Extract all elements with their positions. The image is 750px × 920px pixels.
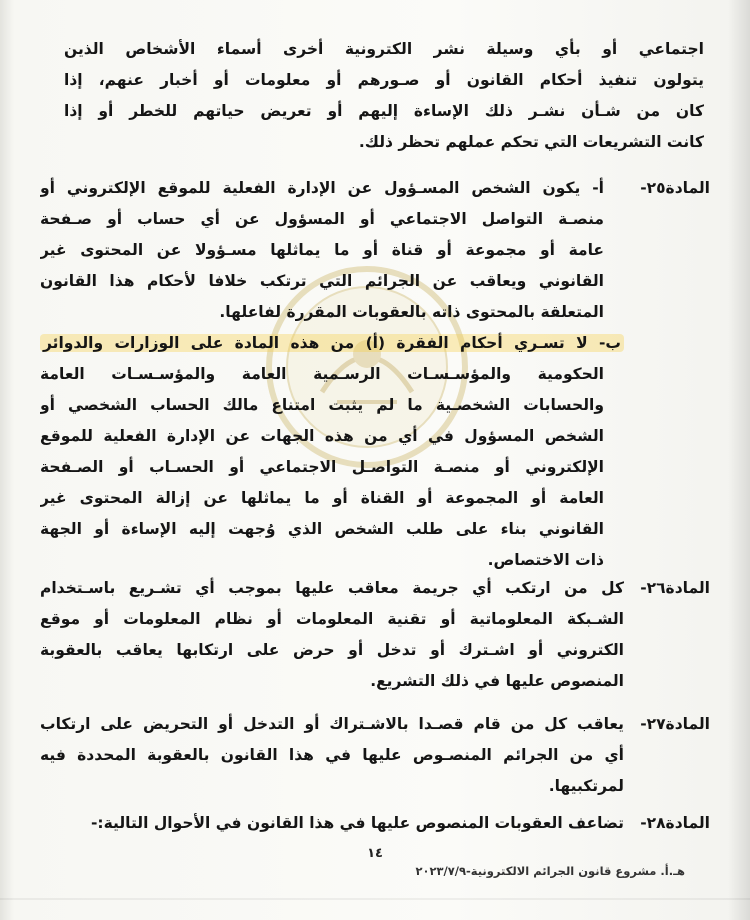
article-26 bbox=[40, 573, 710, 697]
text-line: القانوني ويعاقب عن الجرائم التي ترتكب خلافا لأحكام هذا القانون bbox=[40, 272, 604, 290]
article-25-paragraph-b bbox=[40, 328, 624, 576]
text-line: المتعلقة بالمحتوى ذاته بالعقوبات المقررة لفاعلها. bbox=[219, 303, 604, 321]
text-line: يعاقب كل من قام قصـدا بالاشـتراك أو التدخل أو التحريض على ارتكاب bbox=[40, 715, 624, 733]
highlighted-text: ب- لا تسـري أحكام الفقرة (أ) من هذه المادة على الوزارات والدوائر bbox=[40, 334, 624, 352]
article-label: المادة٢٥- bbox=[640, 179, 710, 197]
article-25-paragraph-a bbox=[40, 173, 604, 328]
text-line: الحكومية والمؤسـسـات الرسـمية العامة والمؤسـسـات العامة bbox=[40, 365, 604, 383]
text-line: الكتروني أو اشـترك أو تدخل أو حرض على ارتكابها يعاقب بالعقوبة bbox=[40, 641, 624, 659]
page-shadow bbox=[728, 0, 750, 920]
document-footer: هـ.أ. مشروع قانون الجرائم الالكترونية-٢٠٢٣/٧/٩ bbox=[415, 864, 685, 878]
intro-paragraph bbox=[64, 34, 704, 158]
text-line: والحسابات الشخصـية ما لم يثبت امتناع مالك الحساب الشخصي أو bbox=[40, 396, 604, 414]
text-line: يتولون تنفيذ أحكام القانون أو صـورهم أو معلومات أو أخبار عنهم، إذا bbox=[64, 71, 704, 89]
article-27-body bbox=[40, 709, 624, 802]
text-line: لمرتكبيها. bbox=[548, 777, 624, 795]
article-27 bbox=[40, 709, 710, 802]
page-number: ١٤ bbox=[367, 846, 383, 861]
text-line bbox=[40, 328, 624, 359]
text-line: كانت التشريعات التي تحكم عملهم تحظر ذلك. bbox=[358, 133, 704, 151]
page-edge-divider bbox=[0, 898, 750, 900]
article-label: المادة٢٨- bbox=[640, 814, 710, 832]
text-line: الإلكتروني أو منصـة التواصـل الاجتماعي أو الحسـاب أو الصـفحة bbox=[40, 458, 604, 476]
text-line: أ- يكون الشخص المسـؤول عن الإدارة الفعلية للموقع الإلكتروني أو bbox=[40, 179, 604, 197]
text-line: منصـة التواصل الاجتماعي أو المسؤول عن أي حساب أو صـفحة bbox=[40, 210, 604, 228]
article-label: المادة٢٧- bbox=[640, 715, 710, 733]
article-28 bbox=[40, 808, 710, 839]
text-line: كان من شـأن نشـر ذلك الإساءة إليهم أو تعريض حياتهم للخطر أو إذا bbox=[64, 102, 704, 120]
article-26-body bbox=[40, 573, 624, 697]
text-line: المنصوص عليها في ذلك التشريع. bbox=[370, 672, 624, 690]
text-line: الشـبكة المعلوماتية أو تقنية المعلومات أو نظام المعلومات أو موقع bbox=[40, 610, 624, 628]
text-line: الشخص المسؤول في أي من هذه الجهات عن الإدارة الفعلية للموقع bbox=[40, 427, 604, 445]
text-line: العامة أو المجموعة أو القناة أو ما يماثلها عن إزالة المحتوى غير bbox=[40, 489, 604, 507]
article-label: المادة٢٦- bbox=[640, 579, 710, 597]
text-line: عامة أو مجموعة أو قناة أو ما يماثلها مسـؤولا عن المحتوى غير bbox=[40, 241, 604, 259]
text-line: اجتماعي أو بأي وسيلة نشر الكترونية أخرى أسماء الأشخاص الذين bbox=[64, 40, 704, 58]
text-line: تضاعف العقوبات المنصوص عليها في هذا القانون في الأحوال التالية:- bbox=[90, 814, 624, 832]
text-line: كل من ارتكب أي جريمة معاقب عليها بموجب أي تشـريع باسـتخدام bbox=[40, 579, 624, 597]
text-line: القانوني بناء على طلب الشخص الذي وُجهت إليه الإساءة أو الجهة bbox=[40, 520, 604, 538]
article-28-body bbox=[40, 808, 624, 839]
article-25 bbox=[40, 173, 710, 576]
text-line: ذات الاختصاص. bbox=[487, 551, 604, 569]
text-line: أي من الجرائم المنصـوص عليها في هذا القانون بالعقوبة المحددة فيه bbox=[40, 746, 624, 764]
